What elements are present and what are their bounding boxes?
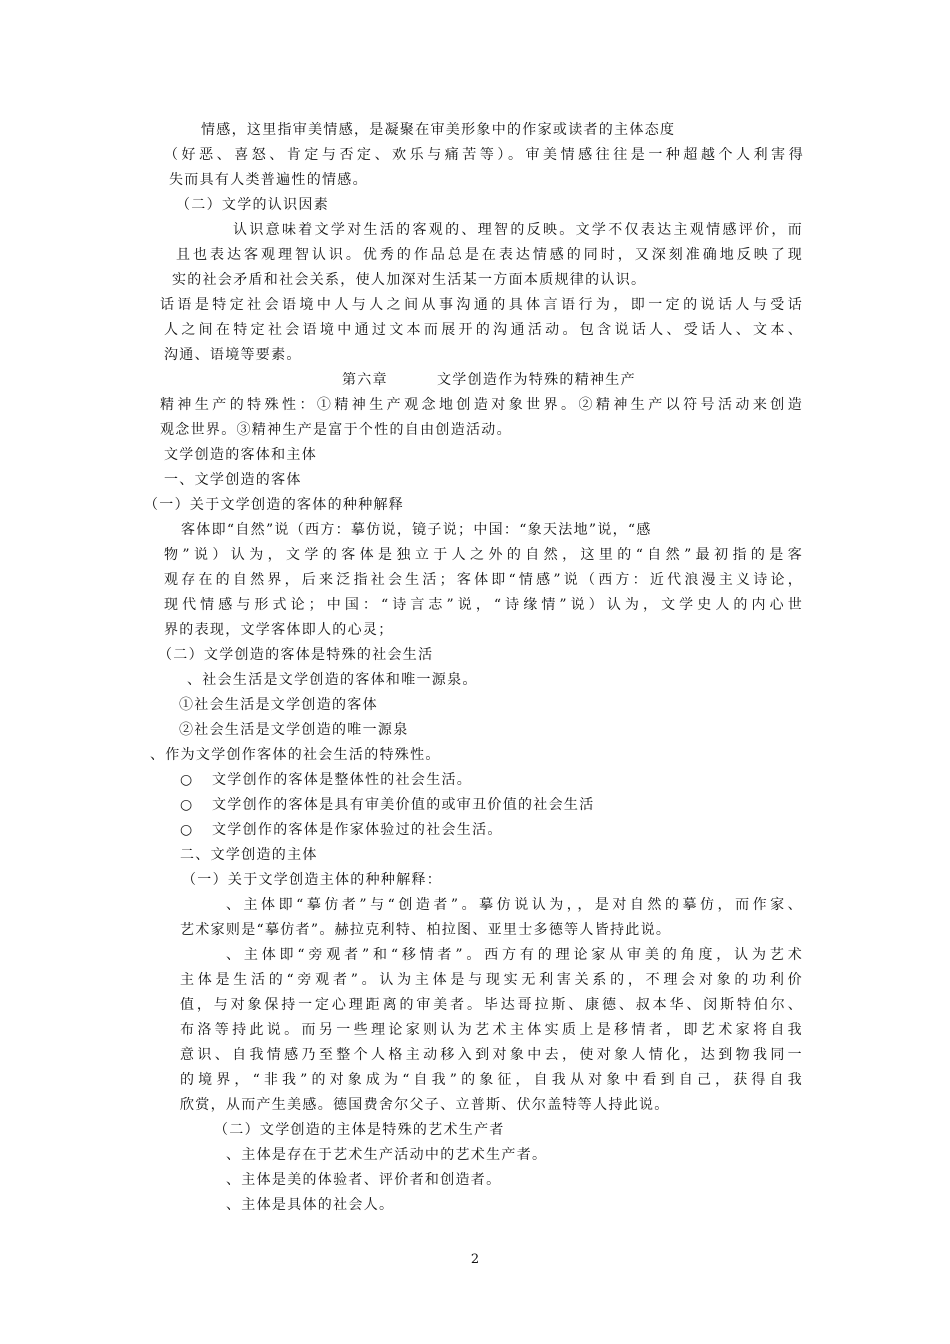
text-line: 客体即“自然”说（西方：摹仿说，镜子说；中国：“象天法地”说，“感 xyxy=(181,522,652,538)
circle-bullet-icon: ○ xyxy=(180,797,193,813)
text-line: 的境界，“非我”的对象成为“自我”的象征，自我从对象中看到自己，获得自我 xyxy=(180,1072,803,1088)
section-heading: （二）文学创造的客体是特殊的社会生活 xyxy=(158,647,434,663)
circle-bullet-icon: ○ xyxy=(180,822,193,838)
chapter-number: 第六章 xyxy=(342,372,388,388)
section-heading: 二、文学创造的主体 xyxy=(180,847,318,863)
text-line: 且也表达客观理智认识。优秀的作品总是在表达情感的同时，又深刻准确地反映了现 xyxy=(176,247,803,263)
text-line: 情感，这里指审美情感，是凝聚在审美形象中的作家或读者的主体态度 xyxy=(201,122,676,138)
list-item: 、主体是美的体验者、评价者和创造者。 xyxy=(226,1172,502,1188)
page-number: 2 xyxy=(470,1252,480,1267)
text-line: 值，与对象保持一定心理距离的审美者。毕达哥拉斯、康德、叔本华、闵斯特伯尔、 xyxy=(180,997,803,1013)
text-line: 精神生产的特殊性：①精神生产观念地创造对象世界。②精神生产以符号活动来创造 xyxy=(160,397,803,413)
list-item: 文学创作的客体是具有审美价值的或审丑价值的社会生活 xyxy=(212,797,595,813)
text-line: 、主体即“旁观者”和“移情者”。西方有的理论家从审美的角度，认为艺术 xyxy=(226,947,803,963)
text-line: 观存在的自然界，后来泛指社会生活；客体即“情感”说（西方：近代浪漫主义诗论， xyxy=(164,572,803,588)
text-line: 主体是生活的“旁观者”。认为主体是与现实无利害关系的，不理会对象的功利价 xyxy=(180,972,803,988)
text-line: 界的表现，文学客体即人的心灵； xyxy=(164,622,394,638)
list-item: ①社会生活是文学创造的客体 xyxy=(179,697,378,713)
text-line: 艺术家则是“摹仿者”。赫拉克利特、柏拉图、亚里士多德等人皆持此说。 xyxy=(180,922,672,938)
text-line: 布洛等持此说。而另一些理论家则认为艺术主体实质上是移情者，即艺术家将自我 xyxy=(180,1022,803,1038)
section-heading: （二）文学创造的主体是特殊的艺术生产者 xyxy=(214,1122,505,1138)
text-line: （好恶、喜怒、肯定与否定、欢乐与痛苦等）。审美情感往往是一种超越个人利害得 xyxy=(164,147,804,163)
section-heading: 一、文学创造的客体 xyxy=(164,472,302,488)
text-line: 观念世界。③精神生产是富于个性的自由创造活动。 xyxy=(160,422,512,438)
text-line: 沟通、语境等要素。 xyxy=(164,347,302,363)
text-line: 意识、自我情感乃至整个人格主动移入到对象中去，使对象人情化，达到物我同一 xyxy=(180,1047,803,1063)
list-item: 文学创作的客体是作家体验过的社会生活。 xyxy=(212,822,503,838)
section-heading: （二）文学的认识因素 xyxy=(176,197,329,213)
text-line: 实的社会矛盾和社会关系，使人加深对生活某一方面本质规律的认识。 xyxy=(172,272,647,288)
text-line: 失而具有人类普遍性的情感。 xyxy=(169,172,368,188)
text-line: 现代情感与形式论；中国：“诗言志”说，“诗缘情”说）认为，文学史人的内心世 xyxy=(164,597,803,613)
chapter-title: 文学创造作为特殊的精神生产 xyxy=(437,372,636,388)
text-line: 认识意味着文学对生活的客观的、理智的反映。文学不仅表达主观情感评价，而 xyxy=(233,222,803,238)
list-item: 、主体是存在于艺术生产活动中的艺术生产者。 xyxy=(226,1147,548,1163)
text-line: 、主体即“摹仿者”与“创造者”。摹仿说认为，，是对自然的摹仿，而作家、 xyxy=(226,897,803,913)
list-item: 、主体是具体的社会人。 xyxy=(226,1197,395,1213)
section-heading: （一）关于文学创造的客体的种种解释 xyxy=(144,497,405,513)
text-line: 人之间在特定社会语境中通过文本而展开的沟通活动。包含说话人、受话人、文本、 xyxy=(164,322,803,338)
list-item: ②社会生活是文学创造的唯一源泉 xyxy=(179,722,409,738)
text-line: 、作为文学创作客体的社会生活的特殊性。 xyxy=(150,747,441,763)
text-line: 、社会生活是文学创造的客体和唯一源泉。 xyxy=(187,672,478,688)
circle-bullet-icon: ○ xyxy=(180,772,193,788)
text-line: 物”说）认为，文学的客体是独立于人之外的自然，这里的“自然”最初指的是客 xyxy=(164,547,803,563)
text-line: 话语是特定社会语境中人与人之间从事沟通的具体言语行为，即一定的说话人与受话 xyxy=(160,297,803,313)
text-line: 欣赏，从而产生美感。德国费舍尔父子、立普斯、伏尔盖特等人持此说。 xyxy=(180,1097,670,1113)
list-item: 文学创作的客体是整体性的社会生活。 xyxy=(212,772,473,788)
section-heading: （一）关于文学创造主体的种种解释： xyxy=(182,872,443,888)
section-heading: 文学创造的客体和主体 xyxy=(164,447,317,463)
